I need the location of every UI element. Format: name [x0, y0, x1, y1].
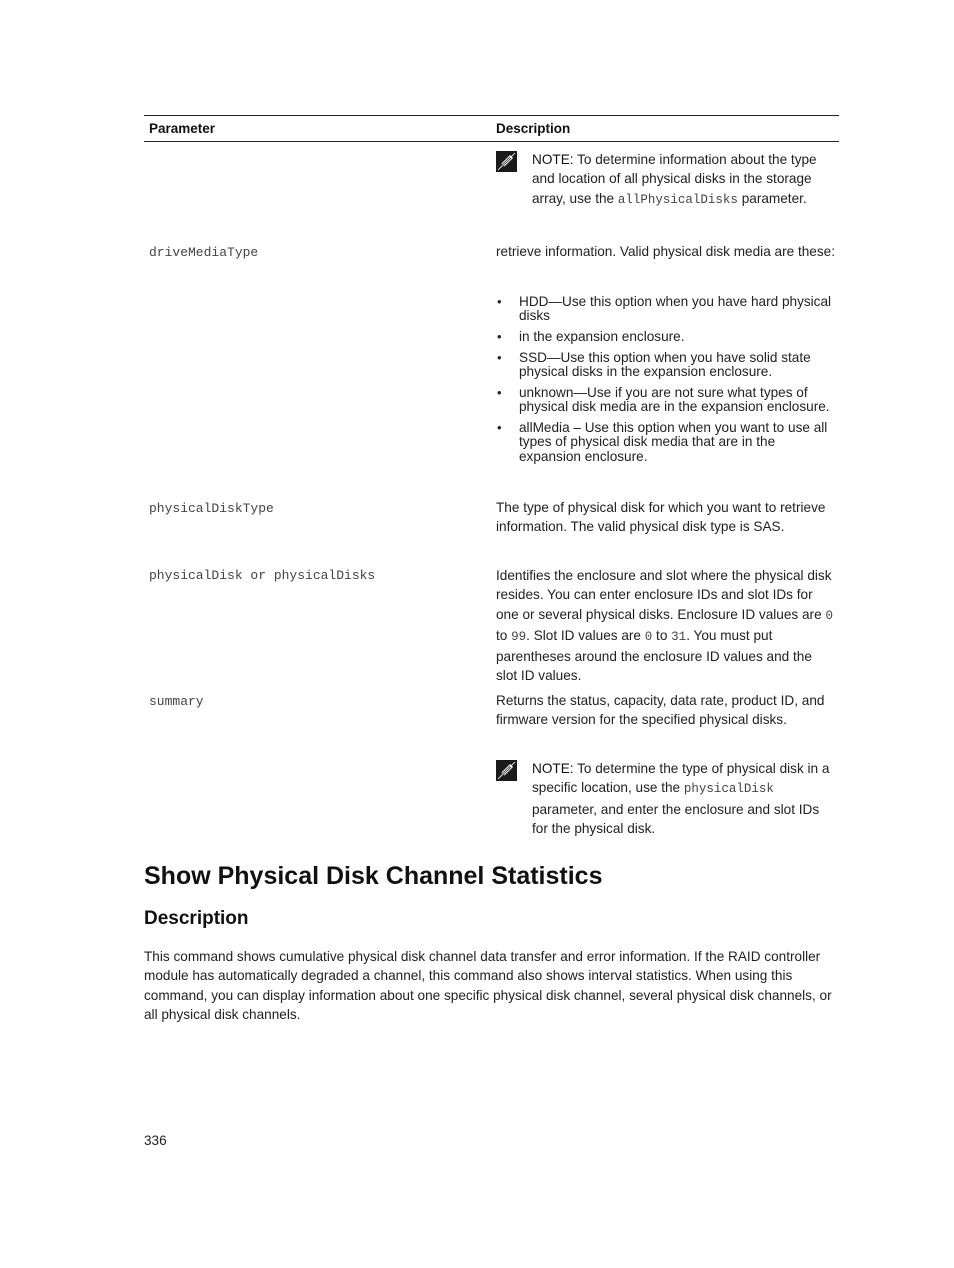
code-value: 0: [825, 608, 833, 623]
note-label: NOTE:: [532, 761, 574, 776]
page-number: 336: [144, 1133, 167, 1148]
list-item: • SSD—Use this option when you have solid state physical disks in the expansion enclosure.: [496, 351, 836, 380]
subsection-title: Description: [144, 908, 249, 929]
note-text: [532, 150, 836, 210]
summary-description: Returns the status, capacity, data rate, product ID, and firmware version for the specified physical disks.: [496, 693, 825, 728]
list-item: • HDD—Use this option when you have hard physical disks: [496, 295, 836, 324]
text-span: . You must put parentheses around the enclosure ID values and the slot ID values.: [496, 627, 812, 684]
param-summary: summary: [149, 694, 204, 709]
param-physical-disk: physicalDisk or physicalDisks: [149, 568, 376, 583]
description-paragraph: This command shows cumulative physical disk channel data transfer and error information. If the RAID controller module has automatically degraded a channel, this command also shows interval statistics. When using this command, you can display information about one specific physical disk channel, several physical disk channels, or all physical disk channels.: [144, 949, 832, 1022]
note-text: [532, 759, 836, 838]
code-value: 0: [644, 629, 653, 644]
physical-disk-type-description: The type of physical disk for which you want to retrieve information. The valid physical disk type is SAS.: [496, 500, 826, 535]
note-text-a: To determine the type of physical disk in a specific location, use the: [532, 761, 830, 796]
note-code: physicalDisk: [683, 782, 774, 797]
note-text-b: parameter.: [737, 190, 807, 206]
list-item: • allMedia – Use this option when you want to use all types of physical disk media that are in the expansion enclosure.: [496, 421, 836, 464]
param-physical-disk-type: physicalDiskType: [149, 501, 274, 516]
text-span: Identifies the enclosure and slot where the physical disk resides. You can enter enclosure IDs and slot IDs for one or several physical disks. Enclosure ID values are: [496, 568, 832, 622]
table-header: [144, 115, 839, 142]
text-span: to: [496, 627, 512, 643]
list-item: • in the expansion enclosure.: [496, 330, 836, 344]
note-code: allPhysicalDisks: [617, 192, 738, 207]
code-value: 99: [511, 629, 527, 644]
description-column-header: Description: [496, 121, 571, 136]
list-item: • unknown—Use if you are not sure what types of physical disk media are in the expansion enclosure.: [496, 386, 836, 415]
pencil-note-icon: [496, 151, 517, 172]
pencil-note-icon: [496, 760, 517, 781]
parameter-column-header: Parameter: [149, 121, 216, 136]
code-value: 31: [671, 629, 687, 644]
physical-disk-description: [496, 566, 836, 686]
text-span: . Slot ID values are: [526, 627, 645, 643]
drive-media-type-description: retrieve information. Valid physical disk media are these:: [496, 244, 835, 259]
note-text-b: parameter, and enter the enclosure and slot IDs for the physical disk.: [532, 801, 820, 836]
param-drive-media-type: driveMediaType: [149, 245, 259, 260]
note-text-a: To determine information about the type and location of all physical disks in the storage array, use the: [532, 152, 817, 206]
section-title: Show Physical Disk Channel Statistics: [144, 862, 603, 890]
drive-media-type-options: [496, 295, 836, 470]
text-span: to: [652, 627, 672, 643]
note-label: NOTE:: [532, 152, 574, 167]
